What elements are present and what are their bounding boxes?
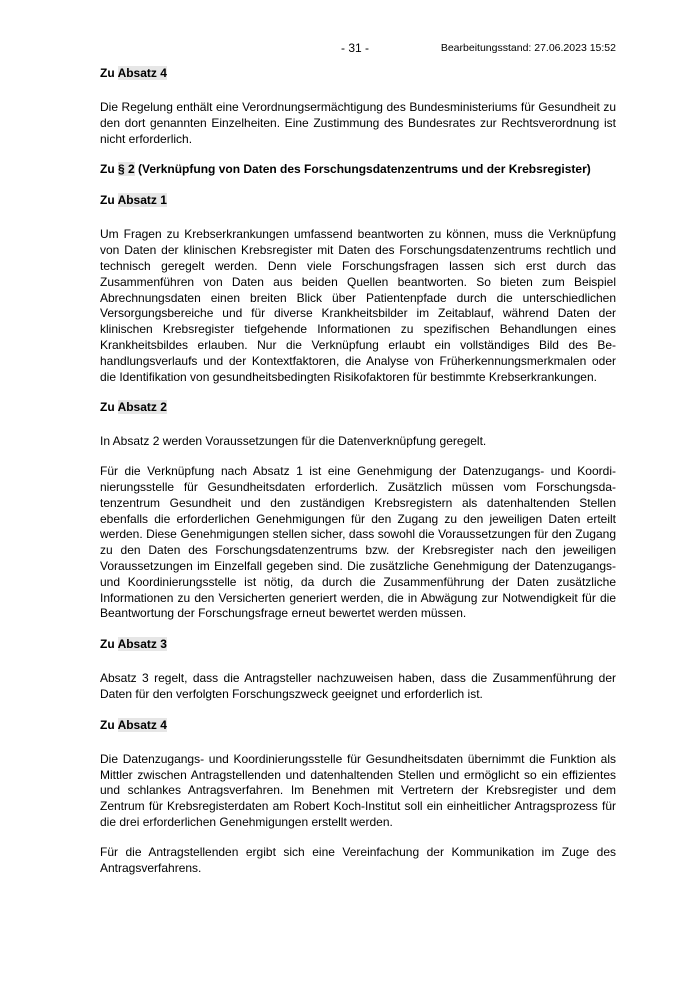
- page-header: [0, 40, 700, 58]
- section-heading: Zu Absatz 1: [100, 193, 167, 208]
- section-heading: Zu Absatz 2: [100, 400, 167, 415]
- section-zu-absatz-1: [100, 192, 616, 385]
- page-number: - 31 -: [341, 41, 370, 55]
- document-body: [100, 65, 616, 876]
- section-heading: Zu Absatz 3: [100, 637, 167, 652]
- paragraph: Die Regelung enthält eine Verordnungsermächtigung des Bundesministeriums für Gesundheit zu den dort genannten Einzelheiten. Eine Zustimmung des Bundesrates zur Rechtsverordnung ist nicht erforderlich.: [100, 100, 616, 146]
- edit-status: Bearbeitungsstand: 27.06.2023 15:52: [440, 42, 616, 54]
- section-heading: Zu Absatz 4: [100, 66, 167, 80]
- section-heading: Zu Absatz 4: [100, 717, 167, 732]
- paragraph: Um Fragen zu Krebserkrankungen umfassend beantworten zu können, muss die Verknüpfung von Daten der klinischen Krebsregister mit Daten des Forschungsdatenzentrums rechtlich und technisch geregelt werden. Denn viele Forschungsfragen lassen sich erst durch das Zusammenführen von Daten aus beiden Quellen beantworten. So bieten zum Beispiel Abrechnungsdaten einen breiten Blick über Patientenpfade durch die unterschiedlichen Versorgungsbereiche und für diverse Krankheitsbilder im Zeitablauf, während Daten der klinischen Krebsregister tiefgehende Informationen zu spezifischen Behandlungen eines Krankheitsbildes erlauben. Nur die Verknüpfung erlaubt ein vollständiges Bild des Behandlungsverlaufs und der Kontextfaktoren, die Analyse von Früherkennungsmerkmalen oder die Identifikation von gesundheitsbedingten Risikofaktoren für bestimmte Krebserkrankungen.: [100, 227, 616, 384]
- heading-reference: Absatz 4: [117, 717, 167, 732]
- heading-reference: Absatz 2: [117, 400, 167, 415]
- heading-reference: Absatz 3: [117, 637, 167, 652]
- paragraph: Für die Verknüpfung nach Absatz 1 ist eine Genehmigung der Datenzugangs- und Koordinierungsstelle für Gesundheitsdaten erforderlich. Zusätzlich müssen vom Forschungsdatenzentrum Gesundheit und den zuständigen Krebsregistern als datenhaltenden Stellen ebenfalls die erforderlichen Genehmigungen für den Zugang zu den jeweiligen Daten erteilt werden. Diese Genehmigungen stellen sicher, dass sowohl die Voraussetzungen für den Zugang zu den Daten des Forschungsdatenzentrums bzw. der Krebsregister nach den jeweiligen Voraussetzungen im Einzelfall gegeben sind. Die zusätzliche Genehmigung der Datenzugangs- und Koordinierungsstelle ist nötig, da durch die Zusammenführung der Daten zusätzliche Informationen zu den Versicherten generiert werden, die in Abwägung zur Notwendigkeit für die Beantwortung der Forschungsfrage erneut bewertet werden müssen.: [100, 464, 616, 621]
- section-zu-absatz-4-intro: [100, 65, 616, 147]
- section-zu-absatz-2: [100, 399, 616, 622]
- heading-reference: § 2: [118, 162, 135, 177]
- heading-reference: Absatz 4: [117, 66, 167, 80]
- section-zu-absatz-4: [100, 717, 616, 877]
- paragraph: Die Datenzugangs- und Koordinierungsstelle für Gesundheitsdaten übernimmt die Funktion als Mittler zwischen Antragstellenden und datenhaltenden Stellen und ermöglicht so ein effizientes und schlankes Antragsverfahren. Im Benehmen mit Vertretern der Krebsregister und dem Zentrum für Krebsregisterdaten am Robert Koch-Institut soll ein einheitlicher Antragsprozess für die drei erforderlichen Genehmigungen erstellt werden.: [100, 751, 616, 829]
- paragraph: In Absatz 2 werden Voraussetzungen für die Datenverknüpfung geregelt.: [100, 434, 487, 449]
- section-zu-absatz-3: [100, 636, 616, 703]
- paragraph: Für die Antragstellenden ergibt sich eine Vereinfachung der Kommunikation im Zuge des Antragsverfahrens.: [100, 844, 616, 875]
- section-zu-paragraph-2: [100, 161, 616, 178]
- heading-reference: Absatz 1: [117, 193, 167, 208]
- section-heading: Zu § 2 (Verknüpfung von Daten des Forschungsdatenzentrums und der Krebsregister): [100, 162, 591, 177]
- paragraph: Absatz 3 regelt, dass die Antragsteller nachzuweisen haben, dass die Zusammenführung der Daten für den verfolgten Forschungszweck geeignet und erforderlich ist.: [100, 671, 616, 701]
